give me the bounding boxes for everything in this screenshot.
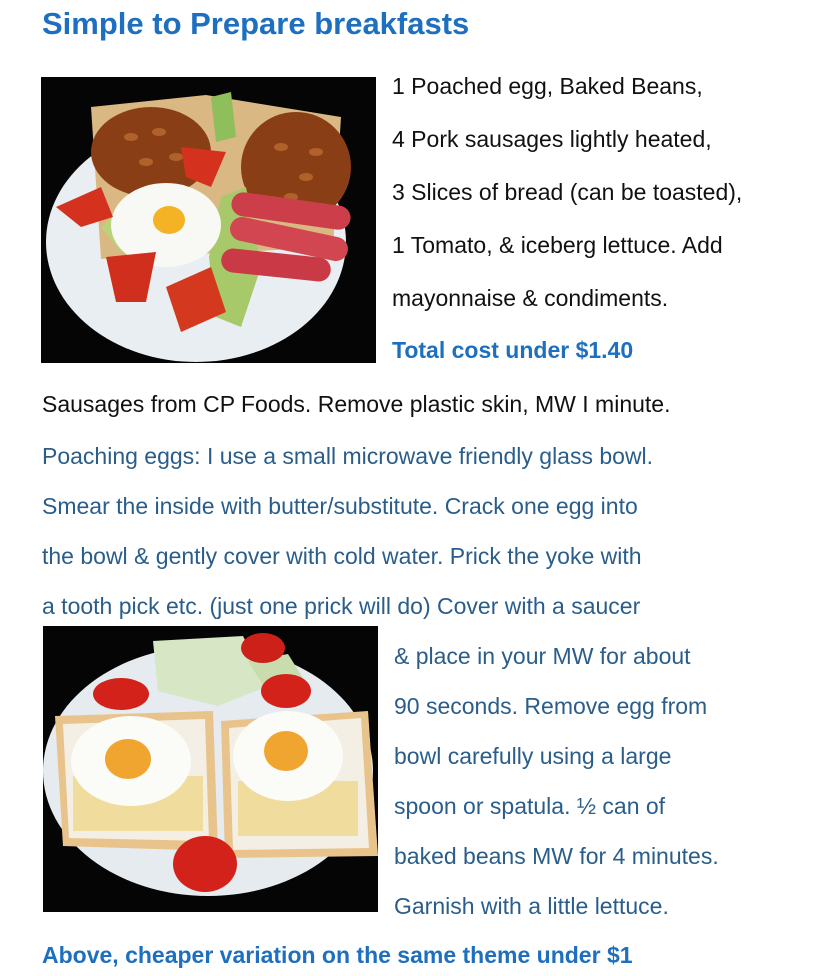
meal1-line-3: 3 Slices of bread (can be toasted), xyxy=(392,179,743,205)
page-title: Simple to Prepare breakfasts xyxy=(42,6,470,41)
poaching-side-line-1: & place in your MW for about xyxy=(394,643,691,669)
poaching-side-line-5: baked beans MW for 4 minutes. xyxy=(394,843,719,869)
poaching-line-2: Smear the inside with butter/substitute. Crack one egg into xyxy=(42,493,638,519)
poaching-line-4: a tooth pick etc. (just one prick will do) Cover with a saucer xyxy=(42,593,641,619)
poaching-side-line-6: Garnish with a little lettuce. xyxy=(394,893,669,919)
meal1-line-5: mayonnaise & condiments. xyxy=(392,285,669,311)
poaching-side-line-2: 90 seconds. Remove egg from xyxy=(394,693,708,719)
meal1-cost: Total cost under $1.40 xyxy=(392,337,634,363)
poaching-line-3: the bowl & gently cover with cold water. Prick the yoke with xyxy=(42,543,642,569)
poaching-line-1: Poaching eggs: I use a small microwave friendly glass bowl. xyxy=(42,443,654,469)
meal1-line-2: 4 Pork sausages lightly heated, xyxy=(392,126,712,152)
eggs-on-toast-photo xyxy=(43,626,378,912)
poaching-side-line-4: spoon or spatula. ½ can of xyxy=(394,793,666,819)
sausage-note: Sausages from CP Foods. Remove plastic skin, MW I minute. xyxy=(42,391,671,417)
poaching-side-line-3: bowl carefully using a large xyxy=(394,743,672,769)
breakfast-plate-photo xyxy=(41,77,376,363)
meal1-line-1: 1 Poached egg, Baked Beans, xyxy=(392,73,703,99)
meal1-line-4: 1 Tomato, & iceberg lettuce. Add xyxy=(392,232,723,258)
footer-note: Above, cheaper variation on the same theme under $1 xyxy=(42,942,633,968)
